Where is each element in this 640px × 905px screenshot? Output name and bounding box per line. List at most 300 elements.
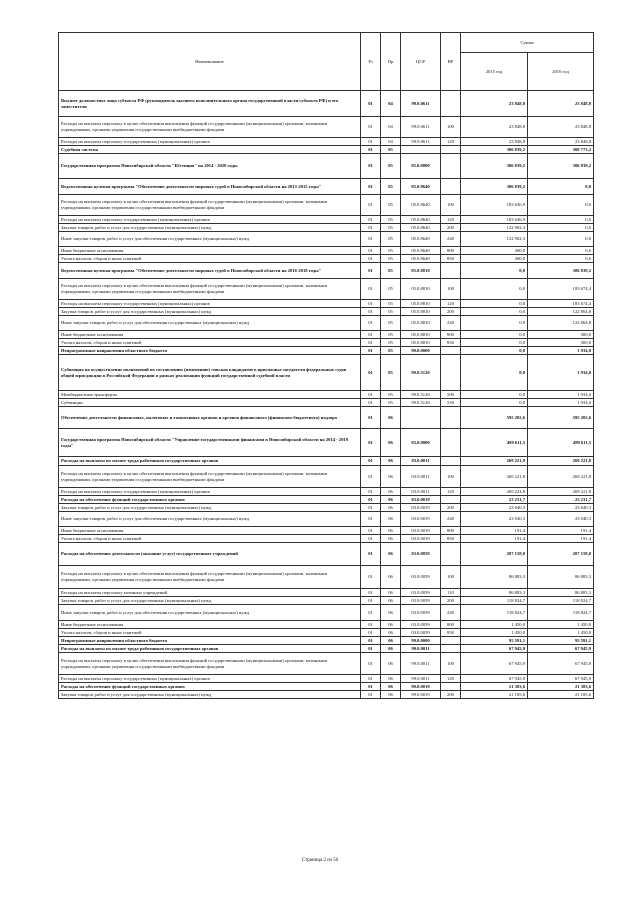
row-name: Государственная программа Новосибирской области "Управление государственными финансами в Новосибирской области на 2014 - 2019 годы"	[59, 429, 361, 457]
row-csr: 05.0.8810	[401, 331, 441, 339]
row-sum-2015: 183 636,9	[461, 195, 528, 216]
row-rz: 01	[361, 146, 381, 154]
row-sum-2015: 499 611,5	[461, 429, 528, 457]
row-csr: 03.0.0059	[401, 597, 441, 605]
row-sum-2015: 118 824,7	[461, 597, 528, 605]
row-pr: 06	[381, 597, 401, 605]
row-csr: 03.0.0019	[401, 512, 441, 527]
row-sum-2015: 23 848,8	[461, 91, 528, 117]
table-row	[59, 331, 594, 339]
row-csr	[401, 407, 441, 429]
row-rz: 01	[361, 300, 381, 308]
row-vr	[441, 263, 461, 279]
row-pr: 05	[381, 300, 401, 308]
row-csr: 05.0.8810	[401, 300, 441, 308]
row-vr	[441, 645, 461, 653]
row-sum-2015: 0,0	[461, 347, 528, 355]
row-sum-2015: 95 591,1	[461, 637, 528, 645]
row-csr: 99.0.0011	[401, 645, 441, 653]
row-sum-2016: 23 848,8	[528, 91, 594, 117]
row-vr: 100	[441, 117, 461, 138]
table-row	[59, 527, 594, 535]
row-sum-2015: 67 945,9	[461, 653, 528, 675]
row-rz: 01	[361, 347, 381, 355]
row-sum-2016: 1 934,0	[528, 399, 594, 407]
row-sum-2016: 23 040,3	[528, 512, 594, 527]
row-rz: 01	[361, 232, 381, 247]
header-year-2016: 2016 год	[528, 53, 594, 91]
row-pr: 05	[381, 339, 401, 347]
row-pr: 05	[381, 255, 401, 263]
table-row	[59, 566, 594, 589]
row-sum-2016: 21 383,6	[528, 683, 594, 691]
row-rz: 01	[361, 224, 381, 232]
row-rz: 01	[361, 279, 381, 300]
row-vr: 200	[441, 504, 461, 512]
row-name: Расходы на выплаты персоналу в целях обеспечения выполнения функций государственными (муниципальными) органами, казенными учреждениями, органами управления государственными внебюджетными фондами	[59, 566, 361, 589]
row-sum-2016: 183 674,4	[528, 279, 594, 300]
row-vr	[441, 154, 461, 179]
table-row	[59, 407, 594, 429]
row-name: Расходы на выплаты персоналу в целях обеспечения выполнения функций государственными (муниципальными) органами, казенными учреждениями, органами управления государственными внебюджетными фондами	[59, 653, 361, 675]
row-csr: 05.0.8810	[401, 308, 441, 316]
row-vr: 530	[441, 399, 461, 407]
row-vr: 100	[441, 653, 461, 675]
row-sum-2015: 23 040,3	[461, 512, 528, 527]
row-name: Расходы на выплаты персоналу в целях обеспечения выполнения функций государственными (муниципальными) органами, казенными учреждениями, органами управления государственными внебюджетными фондами	[59, 279, 361, 300]
table-row	[59, 224, 594, 232]
row-sum-2016: 0,0	[528, 195, 594, 216]
row-pr: 06	[381, 566, 401, 589]
row-vr: 850	[441, 535, 461, 543]
row-name: Расходы на выплаты персоналу государственных (муниципальных) органов	[59, 300, 361, 308]
row-name: Закупка товаров, работ и услуг для государственных (муниципальных) нужд	[59, 308, 361, 316]
row-name: Субвенции	[59, 399, 361, 407]
table-row	[59, 154, 594, 179]
row-pr: 06	[381, 535, 401, 543]
row-csr: 05.0.8810	[401, 279, 441, 300]
row-rz: 01	[361, 527, 381, 535]
row-vr: 200	[441, 224, 461, 232]
row-rz: 01	[361, 308, 381, 316]
row-rz: 01	[361, 621, 381, 629]
row-pr: 05	[381, 399, 401, 407]
row-sum-2016: 269 221,8	[528, 466, 594, 488]
row-rz: 01	[361, 407, 381, 429]
table-row	[59, 629, 594, 637]
row-sum-2016: 306 839,2	[528, 154, 594, 179]
table-row	[59, 232, 594, 247]
row-sum-2016: 0,0	[528, 179, 594, 195]
row-name: Уплата налогов, сборов и иных платежей	[59, 629, 361, 637]
table-row	[59, 691, 594, 699]
row-pr: 06	[381, 543, 401, 566]
row-csr: 99.0.0019	[401, 683, 441, 691]
row-csr: 03.0.0059	[401, 543, 441, 566]
row-vr: 120	[441, 300, 461, 308]
row-pr: 05	[381, 216, 401, 224]
row-rz: 01	[361, 512, 381, 527]
row-vr	[441, 496, 461, 504]
row-vr: 800	[441, 527, 461, 535]
row-vr: 120	[441, 138, 461, 146]
row-csr: 05.0.8640	[401, 195, 441, 216]
row-sum-2016: 122 864,8	[528, 308, 594, 316]
row-sum-2015: 23 848,8	[461, 138, 528, 146]
row-name: Государственная программа Новосибирской области "Юстиция" на 2014 - 2020 годы	[59, 154, 361, 179]
row-sum-2015: 23 848,8	[461, 117, 528, 138]
row-sum-2015: 0,0	[461, 279, 528, 300]
row-vr	[441, 407, 461, 429]
row-sum-2015: 86 883,3	[461, 566, 528, 589]
table-row	[59, 621, 594, 629]
row-name: Расходы на выплаты персоналу государственных (муниципальных) органов	[59, 216, 361, 224]
row-rz: 01	[361, 216, 381, 224]
row-pr: 06	[381, 621, 401, 629]
table-row	[59, 279, 594, 300]
row-pr: 05	[381, 224, 401, 232]
row-rz: 01	[361, 339, 381, 347]
row-sum-2015: 67 945,9	[461, 645, 528, 653]
row-sum-2016: 95 591,1	[528, 637, 594, 645]
row-name: Уплата налогов, сборов и иных платежей	[59, 255, 361, 263]
table-row	[59, 300, 594, 308]
table-row	[59, 308, 594, 316]
row-pr: 04	[381, 138, 401, 146]
row-sum-2016: 23 040,3	[528, 504, 594, 512]
row-rz: 01	[361, 645, 381, 653]
row-rz: 01	[361, 504, 381, 512]
row-pr: 06	[381, 629, 401, 637]
row-rz: 01	[361, 316, 381, 331]
row-rz: 01	[361, 263, 381, 279]
row-csr: 03.0.0059	[401, 629, 441, 637]
row-sum-2016: 21 185,6	[528, 691, 594, 699]
row-vr	[441, 637, 461, 645]
row-sum-2016: 86 883,3	[528, 589, 594, 597]
row-sum-2016: 0,0	[528, 224, 594, 232]
table-row	[59, 683, 594, 691]
table-row	[59, 504, 594, 512]
row-sum-2016: 1 934,0	[528, 347, 594, 355]
row-sum-2015: 207 158,0	[461, 543, 528, 566]
row-csr: 05.0.0000	[401, 154, 441, 179]
row-name: Закупка товаров, работ и услуг для государственных (муниципальных) нужд	[59, 224, 361, 232]
row-pr: 06	[381, 429, 401, 457]
row-sum-2015: 1 450,0	[461, 621, 528, 629]
row-sum-2016: 269 221,8	[528, 488, 594, 496]
row-sum-2016: 1 450,0	[528, 621, 594, 629]
row-sum-2015: 122 902,3	[461, 224, 528, 232]
row-pr: 06	[381, 527, 401, 535]
row-pr: 05	[381, 391, 401, 399]
row-sum-2016: 1 934,0	[528, 391, 594, 399]
row-name: Межбюджетные трансферты	[59, 391, 361, 399]
row-csr	[401, 146, 441, 154]
row-pr: 04	[381, 117, 401, 138]
table-row	[59, 391, 594, 399]
table-row	[59, 247, 594, 255]
header-vr: ВР	[441, 33, 461, 91]
row-rz: 01	[361, 535, 381, 543]
table-row	[59, 255, 594, 263]
row-pr: 06	[381, 407, 401, 429]
table-row	[59, 339, 594, 347]
row-sum-2015: 300,0	[461, 247, 528, 255]
row-csr: 03.0.0011	[401, 466, 441, 488]
row-csr: 05.0.8640	[401, 247, 441, 255]
table-row	[59, 263, 594, 279]
row-name: Иные бюджетные ассигнования	[59, 527, 361, 535]
row-vr: 800	[441, 331, 461, 339]
row-rz: 01	[361, 683, 381, 691]
table-row	[59, 316, 594, 331]
row-csr: 99.0.0019	[401, 691, 441, 699]
row-rz: 01	[361, 605, 381, 621]
table-row	[59, 355, 594, 391]
row-vr	[441, 91, 461, 117]
row-name: Иные закупки товаров, работ и услуг для обеспечения государственных (муниципальных) нужд	[59, 605, 361, 621]
table-row	[59, 195, 594, 216]
row-sum-2016: 23 848,8	[528, 138, 594, 146]
row-rz: 01	[361, 355, 381, 391]
row-pr: 06	[381, 637, 401, 645]
row-rz: 01	[361, 457, 381, 466]
row-csr: 05.0.8640	[401, 179, 441, 195]
row-name: Расходы на выплаты персоналу в целях обеспечения выполнения функций государственными (муниципальными) органами, казенными учреждениями, органами управления государственными внебюджетными фондами	[59, 195, 361, 216]
row-rz: 01	[361, 195, 381, 216]
row-vr: 850	[441, 255, 461, 263]
row-pr: 05	[381, 195, 401, 216]
row-sum-2015: 191,4	[461, 527, 528, 535]
row-name: Ведомственная целевая программа "Обеспечение деятельности мировых судей в Новосибирской области на 2016-2018 годы"	[59, 263, 361, 279]
row-sum-2015: 183 636,9	[461, 216, 528, 224]
row-pr: 06	[381, 691, 401, 699]
page-footer: Страница 2 из 56	[301, 858, 339, 863]
row-rz: 01	[361, 91, 381, 117]
row-sum-2015: 306 839,2	[461, 179, 528, 195]
row-csr: 99.0.0000	[401, 637, 441, 645]
row-name: Расходы на выплаты персоналу в целях обеспечения выполнения функций государственными (муниципальными) органами, казенными учреждениями, органами управления государственными внебюджетными фондами	[59, 466, 361, 488]
row-pr: 06	[381, 589, 401, 597]
row-name: Иные закупки товаров, работ и услуг для обеспечения государственных (муниципальных) нужд	[59, 316, 361, 331]
row-csr: 05.0.8640	[401, 216, 441, 224]
row-rz: 01	[361, 597, 381, 605]
row-vr: 200	[441, 308, 461, 316]
row-vr	[441, 457, 461, 466]
row-vr	[441, 429, 461, 457]
row-csr: 05.0.8640	[401, 224, 441, 232]
header-rz: Рз	[361, 33, 381, 91]
row-sum-2016: 300,0	[528, 331, 594, 339]
row-name: Расходы на выплаты персоналу государственных (муниципальных) органов	[59, 488, 361, 496]
row-sum-2016: 306 839,2	[528, 263, 594, 279]
table-row	[59, 605, 594, 621]
row-csr: 05.0.8810	[401, 263, 441, 279]
table-row	[59, 512, 594, 527]
row-name: Закупка товаров, работ и услуг для государственных (муниципальных) нужд	[59, 691, 361, 699]
row-vr: 100	[441, 195, 461, 216]
header-name: Наименование	[59, 33, 361, 91]
row-pr: 06	[381, 488, 401, 496]
row-name: Субвенция на осуществление полномочий по составлению (изменению) списков кандидатов в присяжные заседатели федеральных судов общей юрисдикции в Российской Федерации в рамках реализации функций государственной судебной власти	[59, 355, 361, 391]
row-pr: 05	[381, 308, 401, 316]
row-vr: 100	[441, 566, 461, 589]
row-csr: 03.0.0000	[401, 429, 441, 457]
table-row	[59, 597, 594, 605]
row-rz: 01	[361, 399, 381, 407]
row-csr: 03.0.0011	[401, 457, 441, 466]
row-sum-2015: 269 221,8	[461, 466, 528, 488]
row-sum-2015: 21 185,6	[461, 691, 528, 699]
row-sum-2016: 122 864,8	[528, 316, 594, 331]
row-sum-2015: 191,4	[461, 535, 528, 543]
row-sum-2015: 23 040,3	[461, 504, 528, 512]
row-name: Иные бюджетные ассигнования	[59, 331, 361, 339]
row-sum-2016: 67 945,9	[528, 653, 594, 675]
row-pr: 06	[381, 496, 401, 504]
row-pr: 06	[381, 457, 401, 466]
row-rz: 01	[361, 629, 381, 637]
row-rz: 01	[361, 496, 381, 504]
row-sum-2015: 306 839,2	[461, 154, 528, 179]
row-rz: 01	[361, 589, 381, 597]
row-csr: 99.0.0611	[401, 138, 441, 146]
row-sum-2015: 300,0	[461, 255, 528, 263]
row-vr: 800	[441, 621, 461, 629]
row-name: Высшее должностное лицо субъекта РФ (руководитель высшего исполнительного органа государственной власти субъекта РФ) и его заместители	[59, 91, 361, 117]
row-rz: 01	[361, 391, 381, 399]
row-rz: 01	[361, 488, 381, 496]
table-row	[59, 589, 594, 597]
table-row	[59, 146, 594, 154]
row-rz: 01	[361, 429, 381, 457]
row-csr: 05.0.8810	[401, 316, 441, 331]
row-name: Расходы на обеспечение функций государственных органов	[59, 496, 361, 504]
row-sum-2015: 1 450,0	[461, 629, 528, 637]
row-name: Расходы на выплаты персоналу государственных (муниципальных) органов	[59, 675, 361, 683]
table-row	[59, 429, 594, 457]
row-sum-2016: 300,0	[528, 339, 594, 347]
row-sum-2015: 595 202,6	[461, 407, 528, 429]
row-vr: 100	[441, 466, 461, 488]
row-name: Обеспечение деятельности финансовых, налоговых и таможенных органов и органов финансового (финансово-бюджетного) надзора	[59, 407, 361, 429]
row-rz: 01	[361, 637, 381, 645]
row-name: Иные бюджетные ассигнования	[59, 621, 361, 629]
row-name: Расходы на выплаты персоналу казенных учреждений	[59, 589, 361, 597]
row-sum-2016: 183 674,4	[528, 300, 594, 308]
row-name: Иные закупки товаров, работ и услуг для обеспечения государственных (муниципальных) нужд	[59, 232, 361, 247]
row-name: Уплата налогов, сборов и иных платежей	[59, 339, 361, 347]
row-sum-2016: 1 934,0	[528, 355, 594, 391]
row-sum-2015: 0,0	[461, 391, 528, 399]
row-sum-2016: 23 231,7	[528, 496, 594, 504]
table-row	[59, 653, 594, 675]
row-vr: 850	[441, 339, 461, 347]
row-pr: 05	[381, 316, 401, 331]
row-pr: 05	[381, 331, 401, 339]
row-sum-2015: 86 883,3	[461, 589, 528, 597]
row-pr: 06	[381, 504, 401, 512]
table-row	[59, 117, 594, 138]
table-row	[59, 347, 594, 355]
row-name: Расходы на выплаты персоналу в целях обеспечения выполнения функций государственными (муниципальными) органами, казенными учреждениями, органами управления государственными внебюджетными фондами	[59, 117, 361, 138]
row-name: Расходы на выплаты по оплате труда работников государственных органов	[59, 457, 361, 466]
row-name: Непрограммные направления областного бюджета	[59, 347, 361, 355]
row-vr: 120	[441, 675, 461, 683]
row-csr: 99.0.0611	[401, 117, 441, 138]
row-pr: 05	[381, 179, 401, 195]
row-rz: 01	[361, 255, 381, 263]
row-rz: 01	[361, 247, 381, 255]
row-name: Судебная система	[59, 146, 361, 154]
row-pr: 05	[381, 232, 401, 247]
row-sum-2016: 191,4	[528, 527, 594, 535]
row-vr: 100	[441, 279, 461, 300]
row-name: Ведомственная целевая программа "Обеспечение деятельности мировых судей в Новосибирской области на 2013-2015 годы"	[59, 179, 361, 195]
table-row	[59, 535, 594, 543]
row-csr: 05.0.8640	[401, 255, 441, 263]
row-csr: 99.0.5120	[401, 391, 441, 399]
header-sum: Сумма	[461, 33, 594, 53]
row-rz: 01	[361, 138, 381, 146]
row-sum-2016: 0,0	[528, 232, 594, 247]
row-csr: 03.0.0059	[401, 621, 441, 629]
table-row	[59, 457, 594, 466]
row-name: Расходы на обеспечение функций государственных органов	[59, 683, 361, 691]
row-csr: 05.0.8810	[401, 339, 441, 347]
row-csr: 03.0.0059	[401, 605, 441, 621]
row-pr: 05	[381, 347, 401, 355]
row-sum-2015: 118 824,7	[461, 605, 528, 621]
row-pr: 06	[381, 645, 401, 653]
row-sum-2016: 23 848,8	[528, 117, 594, 138]
table-row	[59, 488, 594, 496]
row-csr: 99.0.5120	[401, 355, 441, 391]
table-row	[59, 645, 594, 653]
row-vr: 240	[441, 232, 461, 247]
row-csr: 03.0.0019	[401, 504, 441, 512]
row-pr: 05	[381, 355, 401, 391]
header-pr: Пр	[381, 33, 401, 91]
table-row	[59, 496, 594, 504]
row-name: Расходы на выплаты по оплате труда работников государственных органов	[59, 645, 361, 653]
row-sum-2016: 0,0	[528, 247, 594, 255]
row-name: Уплата налогов, сборов и иных платежей	[59, 535, 361, 543]
row-vr: 240	[441, 605, 461, 621]
row-vr: 120	[441, 216, 461, 224]
row-sum-2016: 67 945,9	[528, 675, 594, 683]
row-rz: 01	[361, 154, 381, 179]
row-pr: 04	[381, 91, 401, 117]
row-sum-2016: 67 945,9	[528, 645, 594, 653]
budget-table	[58, 32, 594, 699]
row-vr: 200	[441, 597, 461, 605]
row-pr: 06	[381, 653, 401, 675]
row-vr: 800	[441, 247, 461, 255]
row-csr: 03.0.0019	[401, 496, 441, 504]
row-pr: 06	[381, 512, 401, 527]
row-csr: 03.0.0019	[401, 527, 441, 535]
row-vr: 240	[441, 316, 461, 331]
row-vr	[441, 146, 461, 154]
row-rz: 01	[361, 466, 381, 488]
header-year-2015: 2015 год	[461, 53, 528, 91]
budget-table-sheet	[58, 32, 593, 699]
row-csr: 03.0.0011	[401, 488, 441, 496]
row-sum-2015: 0,0	[461, 355, 528, 391]
row-rz: 01	[361, 179, 381, 195]
